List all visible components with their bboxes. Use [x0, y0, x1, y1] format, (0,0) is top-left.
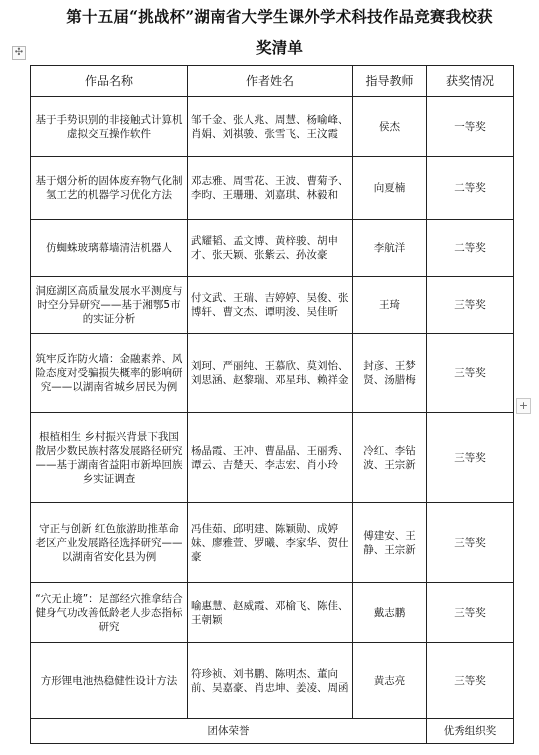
- advisor-cell: 傅建安、王静、王宗新: [353, 503, 427, 583]
- group-award-label: 团体荣誉: [31, 719, 427, 744]
- table-row: [31, 277, 514, 334]
- table-row: [31, 220, 514, 277]
- work-name-cell: 筑牢反诈防火墙：金融素养、风险态度对受骗损失概率的影响研究——以湖南省城乡居民为例: [31, 334, 188, 413]
- authors-cell: 符珍祯、刘书鹏、陈明杰、董向前、吴嘉豪、肖忠坤、姜凌、周函: [188, 643, 353, 719]
- table-header-row: [31, 66, 514, 97]
- work-name-cell: 基于烟分析的固体废弃物气化制氢工艺的机器学习优化方法: [31, 157, 188, 220]
- award-cell: 一等奖: [427, 97, 514, 157]
- table-row: [31, 643, 514, 719]
- group-award-value: 优秀组织奖: [427, 719, 514, 744]
- header-work-name: 作品名称: [31, 66, 188, 97]
- advisor-cell: 李航洋: [353, 220, 427, 277]
- page-title-line-1: 第十五届“挑战杯”湖南省大学生课外学术科技作品竞赛我校获: [66, 7, 493, 26]
- authors-cell: 邓志雅、周雪花、王波、曹菊予、李昀、王珊珊、刘嘉琪、林毅和: [188, 157, 353, 220]
- advisor-cell: 王琦: [353, 277, 427, 334]
- header-authors: 作者姓名: [188, 66, 353, 97]
- award-cell: 二等奖: [427, 220, 514, 277]
- page-title: [30, 1, 529, 63]
- table-row: [31, 157, 514, 220]
- table-row: [31, 413, 514, 503]
- header-award: 获奖情况: [427, 66, 514, 97]
- advisor-cell: 向夏楠: [353, 157, 427, 220]
- award-cell: 三等奖: [427, 334, 514, 413]
- work-name-cell: 守正与创新 红色旅游助推革命老区产业发展路径选择研究——以湖南省安化县为例: [31, 503, 188, 583]
- table-row: [31, 97, 514, 157]
- page-title-line-2: 奖清单: [255, 38, 304, 57]
- work-name-cell: 根植相生 乡村振兴背景下我国散居少数民族村落发展路径研究——基于湖南省益阳市新埠回族乡实证调查: [31, 413, 188, 503]
- group-award-row: [31, 719, 514, 744]
- work-name-cell: 方形锂电池热稳健性设计方法: [31, 643, 188, 719]
- authors-cell: 冯佳茹、邱明建、陈颖勋、成婷妹、廖雅萱、罗曦、李家华、贺仕豪: [188, 503, 353, 583]
- advisor-cell: 黄志亮: [353, 643, 427, 719]
- work-name-cell: 仿蜘蛛玻璃幕墙清洁机器人: [31, 220, 188, 277]
- work-name-cell: 基于手势识别的非接触式计算机虚拟交互操作软件: [31, 97, 188, 157]
- award-cell: 二等奖: [427, 157, 514, 220]
- award-cell: 三等奖: [427, 277, 514, 334]
- award-cell: 三等奖: [427, 503, 514, 583]
- authors-cell: 刘珂、严丽纯、王慕欣、莫刘怡、刘思涵、赵黎瑞、邓星玮、赖祥金: [188, 334, 353, 413]
- table-row: [31, 503, 514, 583]
- authors-cell: 付文武、王瑞、吉婷婷、吴俊、张博轩、曹文杰、谭明浚、吴佳昕: [188, 277, 353, 334]
- award-cell: 三等奖: [427, 583, 514, 643]
- advisor-cell: 戴志鹏: [353, 583, 427, 643]
- advisor-cell: 冷红、李钻波、王宗新: [353, 413, 427, 503]
- award-cell: 三等奖: [427, 413, 514, 503]
- authors-cell: 喻惠慧、赵威霞、邓榆飞、陈佳、王朝颖: [188, 583, 353, 643]
- advisor-cell: 侯杰: [353, 97, 427, 157]
- table-row: [31, 583, 514, 643]
- table-row: [31, 334, 514, 413]
- header-advisor: 指导教师: [353, 66, 427, 97]
- advisor-cell: 封彦、王梦贤、汤腊梅: [353, 334, 427, 413]
- work-name-cell: 洞庭湖区高质量发展水平测度与时空分异研究——基于湘鄂5市的实证分析: [31, 277, 188, 334]
- award-table: [30, 65, 514, 744]
- add-icon[interactable]: +: [516, 398, 531, 414]
- authors-cell: 杨晶霞、王冲、曹晶晶、王丽秀、谭云、吉楚天、李志宏、肖小玲: [188, 413, 353, 503]
- award-cell: 三等奖: [427, 643, 514, 719]
- authors-cell: 邹千金、张人兆、周慧、杨喻峰、肖娟、刘祺骏、张雪飞、王汶霞: [188, 97, 353, 157]
- authors-cell: 武耀韬、孟文博、黄梓骏、胡申才、张天颖、张紫云、孙汝豪: [188, 220, 353, 277]
- move-icon[interactable]: ✣: [12, 46, 26, 60]
- work-name-cell: “穴无止境”：足部经穴推拿结合健身气功改善低龄老人步态指标研究: [31, 583, 188, 643]
